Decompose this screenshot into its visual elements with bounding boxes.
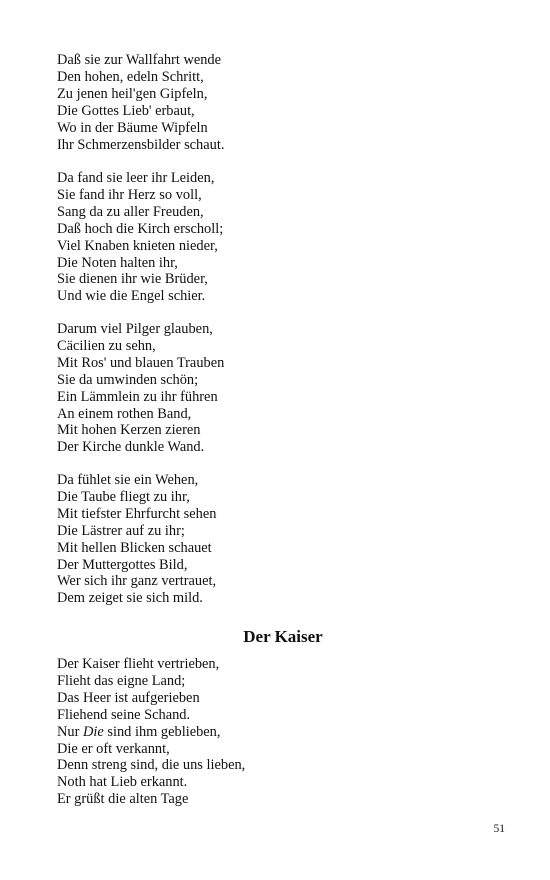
verse-line: Er grüßt die alten Tage (57, 791, 189, 808)
verse-line: Sie da umwinden schön; (57, 371, 199, 388)
verse-line: Cäcilien zu sehn, (57, 337, 156, 354)
verse-line: Mit hellen Blicken schauet (57, 539, 212, 556)
verse-line: Der Kirche dunkle Wand. (57, 439, 205, 456)
verse-line: Die Noten halten ihr, (57, 254, 178, 271)
verse-line: Mit tiefster Ehrfurcht sehen (57, 505, 217, 522)
verse-line: Darum viel Pilger glauben, (57, 321, 213, 337)
verse-line: Den hohen, edeln Schritt, (57, 68, 204, 85)
verse-line: Und wie die Engel schier. (57, 288, 206, 305)
verse-line: Fliehend seine Schand. (57, 706, 191, 723)
verse-line: Dem zeiget sie sich mild. (57, 590, 203, 607)
verse-line: Mit hohen Kerzen zieren (57, 422, 201, 439)
page-number: 51 (493, 823, 505, 835)
verse-line: Sie dienen ihr wie Brüder, (57, 271, 208, 288)
verse-line: An einem rothen Band, (57, 405, 192, 422)
verse-line: Flieht das eigne Land; (57, 672, 186, 689)
verse-line: Ein Lämmlein zu ihr führen (57, 388, 218, 405)
verse-line: Viel Knaben knieten nieder, (57, 237, 218, 254)
verse-line: Das Heer ist aufgerieben (57, 689, 200, 706)
verse-text: sind ihm geblieben, (103, 723, 221, 740)
verse-line: Der Muttergottes Bild, (57, 556, 188, 573)
verse-line: Sang da zu aller Freuden, (57, 203, 204, 220)
verse-line: Die er oft verkannt, (57, 740, 170, 757)
verse-line: Noth hat Lieb erkannt. (57, 774, 188, 791)
verse-line: Da fühlet sie ein Wehen, (57, 472, 199, 488)
stanza (57, 170, 223, 305)
stanza (57, 656, 245, 808)
italic-word: Die (82, 723, 104, 740)
verse-line: Mit Ros' und blauen Trauben (57, 354, 225, 371)
verse-line: Die Lästrer auf zu ihr; (57, 522, 185, 539)
verse-line: Die Taube fliegt zu ihr, (57, 488, 190, 505)
verse-line (57, 724, 245, 741)
verse-line: Ihr Schmerzensbilder schaut. (57, 136, 225, 153)
verse-line: Wer sich ihr ganz vertrauet, (57, 573, 217, 590)
verse-line: Wo in der Bäume Wipfeln (57, 119, 208, 136)
verse-line: Der Kaiser flieht vertrieben, (57, 656, 220, 672)
stanza (57, 52, 224, 153)
verse-line: Daß sie zur Wallfahrt wende (57, 52, 222, 68)
verse-line: Zu jenen heil'gen Gipfeln, (57, 85, 208, 102)
verse-line: Daß hoch die Kirch erscholl; (57, 220, 224, 237)
verse-line: Da fand sie leer ihr Leiden, (57, 170, 215, 186)
verse-line: Sie fand ihr Herz so voll, (57, 186, 202, 203)
poem-title: Der Kaiser (243, 627, 323, 646)
stanza (57, 472, 216, 607)
verse-text: Nur (57, 723, 83, 740)
verse-line: Die Gottes Lieb' erbaut, (57, 102, 195, 119)
stanza (57, 321, 224, 456)
verse-line: Denn streng sind, die uns lieben, (57, 757, 246, 774)
